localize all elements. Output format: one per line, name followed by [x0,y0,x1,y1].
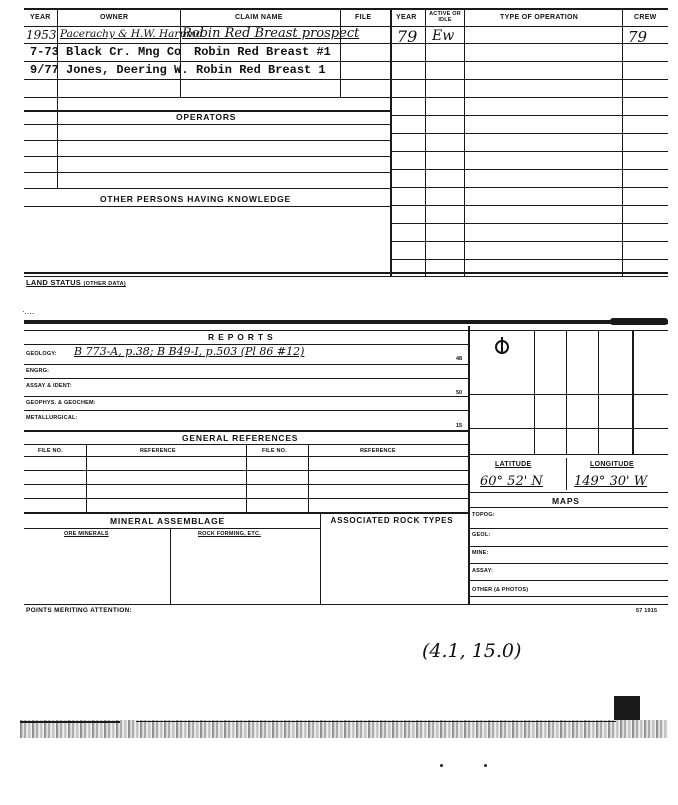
general-references-heading: GENERAL REFERENCES [182,433,299,443]
points-meriting-attention-label: POINTS MERITING ATTENTION: [26,607,133,614]
reports-heading: R E P O R T S [208,332,274,342]
claims-owner-header: OWNER [100,14,129,21]
metallurgical-label: METALLURGICAL: [26,415,78,421]
location-marker-stem [501,337,503,353]
maps-topog: TOPOG: [472,512,495,518]
ops-active-header: ACTIVE OR IDLE [429,11,461,23]
engrg-label: ENGRG: [26,368,50,374]
op-active: Ew [432,28,455,44]
land-status-title: LAND STATUS [26,278,82,287]
ref-reference-2: REFERENCE [360,448,396,454]
maps-mine: MINE: [472,550,489,556]
scan-band [24,320,668,324]
associated-rock-types-heading: ASSOCIATED ROCK TYPES [330,516,454,525]
maps-heading: MAPS [552,496,580,506]
ref-file-no-1: FILE NO. [38,448,63,454]
longitude-value: 149° 30' W [574,474,648,489]
ref-file-no-2: FILE NO. [262,448,287,454]
op-year: 79 [397,27,418,46]
geology-num: 48 [456,356,463,362]
claim-name: Robin Red Breast 1 [196,63,326,77]
op-crew: 79 [628,28,648,46]
land-status-label [26,278,126,287]
ref-reference-1: REFERENCE [140,448,176,454]
form-number: 57 1915 [636,608,658,614]
metallurgical-num: 15 [456,423,463,429]
claim-year: 1953 [26,28,57,42]
operators-heading: OPERATORS [176,112,237,122]
claims-name-header: CLAIM NAME [235,14,283,21]
maps-other: OTHER (& PHOTOS) [472,587,529,593]
ops-crew-header: CREW [634,14,657,21]
claim-owner: Jones, Deering W. [66,63,189,77]
ops-type-header: TYPE OF OPERATION [500,14,579,21]
claim-year: 9/77 [30,63,59,77]
maps-assay: ASSAY: [472,568,494,574]
ore-minerals-header: ORE MINERALS [64,531,109,537]
coordinate-note: (4.1, 15.0) [422,640,522,662]
scan-band-edge [610,318,668,325]
land-status-sub: (OTHER DATA) [83,281,126,287]
mineral-assemblage-heading: MINERAL ASSEMBLAGE [110,516,225,526]
latitude-value: 60° 52' N [480,474,543,489]
claims-file-header: FILE [355,14,372,21]
ops-year-header: YEAR [396,14,417,21]
latitude-label: LATITUDE [495,461,532,468]
rock-forming-header: ROCK FORMING, ETC. [198,531,261,537]
longitude-label: LONGITUDE [590,461,634,468]
claim-name: Robin Red Breast #1 [194,45,331,59]
assay-label: ASSAY & IDENT: [26,383,72,389]
speck: ·..‥ [22,307,35,316]
claim-owner: Pacerachy & H.W. Harpmd [60,28,203,40]
geology-label: GEOLOGY: [26,351,57,357]
geophys-label: GEOPHYS. & GEOCHEM: [26,400,96,406]
claims-year-header: YEAR [30,14,51,21]
maps-geol: GEOL: [472,532,491,538]
claim-owner: Black Cr. Mng Co [66,45,182,59]
claim-year: 7-73 [30,45,59,59]
other-persons-heading: OTHER PERSONS HAVING KNOWLEDGE [100,194,292,204]
geology-value: B 773-A, p.38; B B49-I, p.503 (Pl 86 #12) [74,345,305,358]
assay-num: 50 [456,390,463,396]
claim-name: Robin Red Breast prospect [182,26,360,41]
